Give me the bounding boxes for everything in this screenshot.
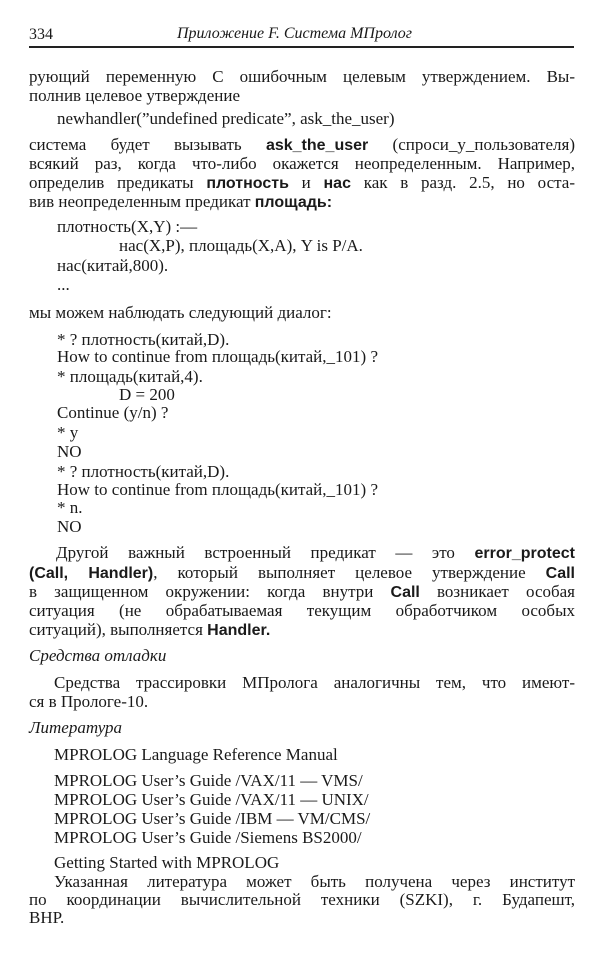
text-line (57, 462, 575, 482)
text-run: MPROLOG User’s Guide /VAX/11 — UNIX/ (54, 790, 369, 809)
bold-term: Call (390, 584, 420, 601)
text-line (119, 236, 575, 256)
text-run: D = 200 (119, 385, 175, 404)
text-run: * y (57, 423, 79, 442)
text-line (29, 67, 575, 87)
text-line (57, 517, 575, 537)
text-line (29, 173, 575, 194)
header-rule (29, 46, 574, 48)
text-line (54, 828, 575, 848)
text-line (29, 646, 575, 666)
text-line (119, 385, 575, 405)
text-line (54, 790, 575, 810)
text-run: * ? плотность(китай,D). (57, 330, 230, 349)
text-run: Средства трассировки МПролога аналогичны тем, что имеют- (54, 673, 575, 692)
text-line (54, 745, 575, 765)
text-run: и (288, 173, 324, 192)
text-line (57, 403, 575, 423)
text-run: NO (57, 442, 82, 461)
bold-term: Call (545, 565, 575, 582)
text-run: , который выполняет целевое утверждение (153, 563, 546, 582)
text-line (29, 563, 575, 584)
running-title: Приложение F. Система МПролог (177, 25, 412, 42)
bold-term: нас (323, 175, 351, 192)
text-run: нас(X,P), площадь(X,A), Y is P/A. (119, 236, 363, 255)
text-run: How to continue from площадь(китай,_101) ? (57, 480, 378, 499)
bold-term: плотность (206, 175, 289, 192)
text-run: полнив целевое утверждение (29, 86, 240, 105)
section-heading: Средства отладки (29, 646, 167, 665)
text-line (29, 582, 575, 603)
text-run: MPROLOG Language Reference Manual (54, 745, 338, 764)
text-run: * площадь(китай,4). (57, 367, 203, 386)
text-run: How to continue from площадь(китай,_101) ? (57, 347, 378, 366)
text-run: по координации вычислительной техники (SZKI), г. Будапешт, (29, 890, 575, 909)
text-line (57, 347, 575, 367)
bold-term: площадь: (254, 194, 333, 211)
bold-term: error_protect (474, 545, 575, 562)
text-run: Getting Started with MPROLOG (54, 853, 280, 872)
text-run: ... (57, 275, 70, 294)
text-run: Continue (y/n) ? (57, 403, 169, 422)
text-line (57, 498, 575, 518)
text-run: нас(китай,800). (57, 256, 169, 275)
text-run: в защищенном окружении: когда внутри (29, 582, 391, 601)
text-line (57, 480, 575, 500)
text-line (29, 718, 575, 738)
text-run: Указанная литература может быть получена через институт (54, 872, 575, 891)
text-run: MPROLOG User’s Guide /VAX/11 — VMS/ (54, 771, 363, 790)
text-run: * n. (57, 498, 83, 517)
text-line (29, 86, 575, 106)
text-line (56, 543, 575, 564)
text-run: мы можем наблюдать следующий диалог: (29, 303, 332, 322)
bold-term: Handler. (207, 622, 271, 639)
page-number: 334 (29, 26, 53, 43)
text-line (54, 673, 575, 693)
text-run: определив предикаты (29, 173, 207, 192)
text-line (54, 771, 575, 791)
text-run: MPROLOG User’s Guide /Siemens BS2000/ (54, 828, 362, 847)
text-run: ся в Прологе-10. (29, 692, 149, 711)
text-line (54, 809, 575, 829)
text-run: рующий переменную С ошибочным целевым утверждением. Вы- (29, 67, 575, 86)
text-run: ситуаций), выполняется (29, 620, 208, 639)
text-run: всякий раз, когда что-либо окажется неопределенным. Например, (29, 154, 575, 173)
text-run: система будет вызывать (29, 135, 266, 154)
text-run: плотность(X,Y) :— (57, 217, 198, 236)
text-line (57, 275, 575, 295)
bold-term: (Call, Handler) (29, 565, 154, 582)
text-line (29, 601, 575, 621)
text-line (57, 442, 575, 462)
text-line (54, 853, 575, 873)
text-run: вив неопределенным предикат (29, 192, 255, 211)
text-line (57, 423, 575, 443)
text-line (57, 109, 575, 129)
text-run: Другой важный встроенный предикат — это (56, 543, 475, 562)
text-run: ситуация (не обрабатываемая текущим обработчиком особых (29, 601, 575, 620)
text-line (29, 135, 575, 156)
text-run: * ? плотность(китай,D). (57, 462, 230, 481)
text-line (29, 908, 575, 928)
text-line (54, 872, 575, 892)
bold-term: ask_the_user (265, 137, 369, 154)
text-line (29, 692, 575, 712)
text-line (29, 303, 575, 323)
text-run: newhandler(”undefined predicate”, ask_the_user) (57, 109, 395, 128)
text-line (29, 192, 575, 213)
text-line (57, 217, 575, 237)
text-run: (спроси_у_пользователя) (368, 135, 575, 154)
text-run: возникает особая (419, 582, 576, 601)
section-heading: Литература (29, 718, 123, 737)
text-line (57, 256, 575, 276)
text-run: MPROLOG User’s Guide /IBM — VM/CMS/ (54, 809, 371, 828)
text-line (29, 154, 575, 174)
text-line (29, 620, 575, 641)
text-run: NO (57, 517, 82, 536)
text-run: ВНР. (29, 908, 65, 927)
text-run: как в разд. 2.5, но оста- (350, 173, 575, 192)
text-line (29, 890, 575, 910)
text-line (57, 367, 575, 387)
